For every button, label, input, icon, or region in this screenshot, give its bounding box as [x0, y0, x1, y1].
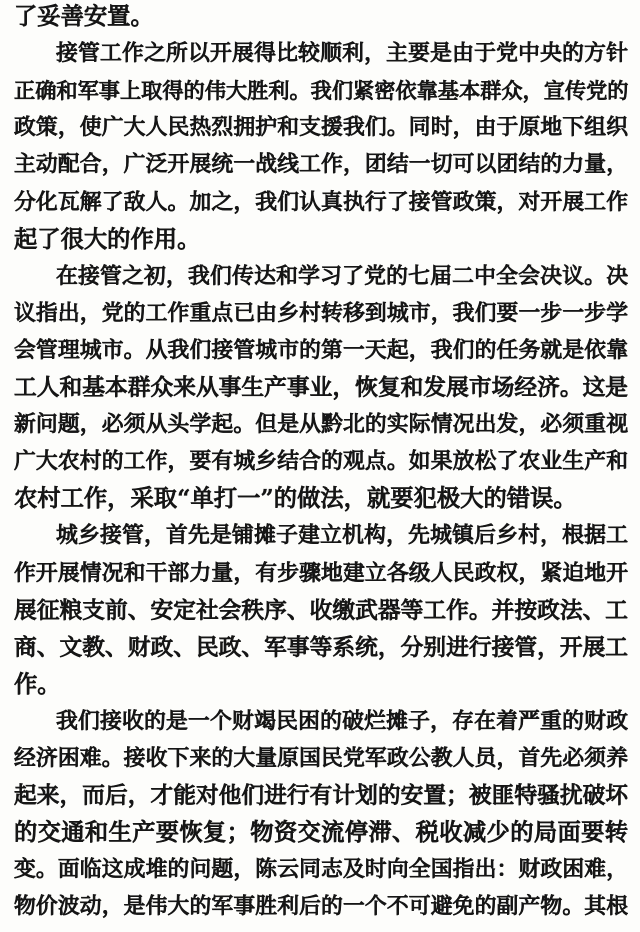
paragraph-first-line: 接管工作之所以开展得比较顺利，主要是由于党中央的方针 — [56, 41, 628, 67]
paragraph-first-line: 我们接收的是一个财竭民困的破烂摊子，存在着严重的财政 — [56, 708, 628, 734]
text-line: 议指出，党的工作重点已由乡村转移到城市，我们要一步一步学 — [14, 300, 628, 326]
text-line: 分化瓦解了敌人。加之，我们认真执行了接管政策，对开展工作 — [14, 189, 628, 215]
text-line: 农村工作，采取“单打一”的做法，就要犯极大的错误。 — [14, 485, 577, 513]
text-line: 广大农村的工作，要有城乡结合的观点。如果放松了农业生产和 — [14, 449, 628, 475]
text-line: 经济困难。接收下来的大量原国民党军政公教人员，首先必须养 — [14, 746, 628, 771]
text-line: 了妥善安置。 — [14, 3, 154, 30]
text-line: 作。 — [14, 670, 61, 698]
paragraph-first-line: 在接管之初，我们传达和学习了党的七届二中全会决议。决 — [56, 263, 628, 289]
text-line: 会管理城市。从我们接管城市的第一天起，我们的任务就是依靠 — [14, 337, 628, 363]
text-line: 的交通和生产要恢复；物资交流停滞、税收减少的局面要转 — [14, 819, 628, 847]
text-line: 主动配合，广泛开展统一战线工作，团结一切可以团结的力量， — [14, 152, 628, 178]
text-line: 起来，而后，才能对他们进行有计划的安置；被匪特骚扰破坏 — [14, 783, 628, 810]
paragraph-first-line: 城乡接管，首先是铺摊子建立机构，先城镇后乡村，根据工 — [56, 523, 628, 549]
text-line: 作开展情况和干部力量，有步骤地建立各级人民政权，紧迫地开 — [14, 560, 628, 586]
text-line: 起了很大的作用。 — [14, 225, 201, 253]
text-line: 正确和军事上取得的伟大胜利。我们紧密依靠基本群众，宣传党的 — [14, 78, 629, 104]
text-line: 物价波动，是伟大的军事胜利后的一个不可避免的副产物。其根 — [14, 894, 628, 920]
text-line: 商、文教、财政、民政、军事等系统，分别进行接管，开展工 — [14, 634, 628, 661]
text-line: 政策，使广大人民热烈拥护和支援我们。同时，由于原地下组织 — [14, 115, 628, 141]
text-line: 变。面临这成堆的问题，陈云同志及时向全国指出：财政困难， — [14, 857, 628, 883]
text-line: 新问题，必须从头学起。但是从黔北的实际情况出发，必须重视 — [14, 412, 628, 438]
text-line: 工人和基本群众来从事生产事业，恢复和发展市场经济。这是 — [14, 375, 628, 401]
text-line: 展征粮支前、安定社会秩序、收缴武器等工作。并按政法、工 — [14, 597, 628, 624]
